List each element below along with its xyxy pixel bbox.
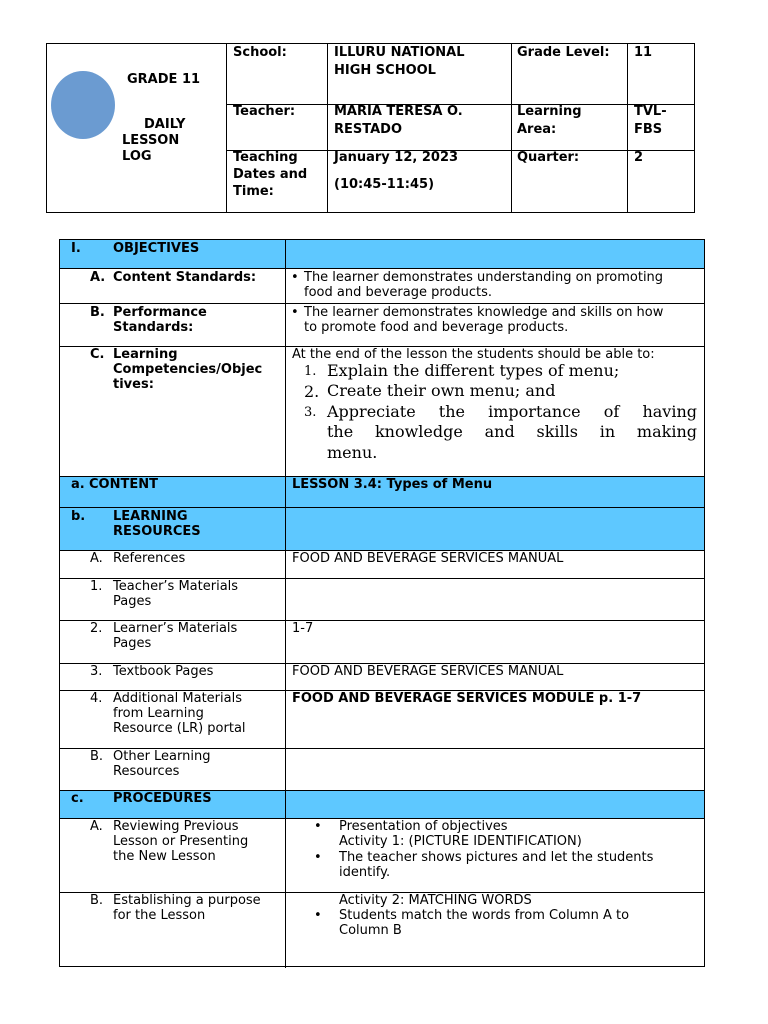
item-number: 3. [90, 664, 103, 679]
quarter-label: Quarter: [517, 150, 580, 165]
item-letter: C. [90, 347, 105, 362]
content-standards-label: Content Standards: [113, 270, 257, 285]
performance-standards-text-line1: The learner demonstrates knowledge and skills on how [304, 305, 664, 320]
reviewing-label-line3: the New Lesson [113, 849, 216, 864]
divider [627, 44, 628, 212]
reviewing-line2: Activity 1: (PICTURE IDENTIFICATION) [339, 834, 582, 849]
resources-header-row [60, 508, 704, 551]
content-row [60, 477, 704, 508]
item-letter: B. [90, 749, 104, 764]
references-value: FOOD AND BEVERAGE SERVICES MANUAL [292, 551, 564, 566]
reviewing-label-line1: Reviewing Previous [113, 819, 239, 834]
additional-label-line3: Resource (LR) portal [113, 721, 246, 736]
school-value-line2: HIGH SCHOOL [334, 63, 436, 78]
objectives-header-row [60, 240, 704, 269]
performance-standards-label-line2: Standards: [113, 320, 194, 335]
item-letter: B. [90, 305, 105, 320]
learners-materials-value: 1-7 [292, 621, 314, 636]
reviewing-line4: identify. [339, 865, 391, 880]
log-title-line1: DAILY [144, 117, 186, 132]
item-letter: A. [90, 551, 103, 566]
section-number: I. [71, 241, 81, 256]
teacher-value-line2: RESTADO [334, 122, 403, 137]
divider [327, 44, 328, 212]
objective-3-line1: Appreciate the importance of having [327, 402, 697, 421]
learners-materials-label-line1: Learner’s Materials [113, 621, 238, 636]
learning-area-value-line1: TVL- [634, 104, 667, 119]
learning-area-value-line2: FBS [634, 122, 663, 137]
school-label: School: [233, 45, 287, 60]
school-logo-circle [51, 71, 115, 139]
content-standards-text-line2: food and beverage products. [304, 285, 492, 300]
section-number: c. [71, 791, 84, 806]
date-value: January 12, 2023 [334, 150, 459, 165]
additional-label-line2: from Learning [113, 706, 204, 721]
objectives-title: OBJECTIVES [113, 241, 200, 256]
item-letter: B. [90, 893, 104, 908]
textbook-row [60, 664, 704, 691]
time-value: (10:45-11:45) [334, 177, 435, 192]
teachers-materials-row [60, 579, 704, 621]
teaching-label-line3: Time: [233, 184, 274, 199]
bullet: • [291, 305, 299, 320]
competencies-label-line2: Competencies/Objec [113, 362, 263, 377]
purpose-line2: Students match the words from Column A to [339, 908, 630, 923]
purpose-label-line2: for the Lesson [113, 908, 206, 923]
purpose-line3: Column B [339, 923, 402, 938]
learners-materials-row [60, 621, 704, 664]
header-table [46, 43, 695, 213]
school-value-line1: ILLURU NATIONAL [334, 45, 465, 60]
teaching-label-line1: Teaching [233, 150, 298, 165]
references-label: References [113, 551, 186, 566]
lesson-table [59, 239, 705, 967]
textbook-label: Textbook Pages [113, 664, 214, 679]
additional-label-line1: Additional Materials [113, 691, 242, 706]
bullet: • [314, 819, 322, 834]
grade-level-label: Grade Level: [517, 45, 610, 60]
procedures-title: PROCEDURES [113, 791, 212, 806]
purpose-row [60, 893, 704, 968]
purpose-label-line1: Establishing a purpose [113, 893, 261, 908]
competencies-label-line1: Learning [113, 347, 178, 362]
competencies-row [60, 347, 704, 477]
item-number: 1. [90, 579, 103, 594]
item-letter: A. [90, 819, 103, 834]
section-number: a. [71, 477, 85, 492]
bullet: • [314, 850, 322, 865]
teacher-label: Teacher: [233, 104, 296, 119]
divider [511, 44, 512, 212]
list-number: 3. [304, 405, 317, 420]
list-number: 2. [304, 382, 320, 401]
resources-title-line2: RESOURCES [113, 524, 201, 539]
content-value: LESSON 3.4: Types of Menu [292, 477, 493, 492]
performance-standards-row [60, 304, 704, 347]
learning-area-label-line1: Learning [517, 104, 582, 119]
additional-value: FOOD AND BEVERAGE SERVICES MODULE p. 1-7 [292, 691, 642, 706]
objective-3-line3: menu. [327, 443, 378, 462]
competencies-intro: At the end of the lesson the students should be able to: [292, 347, 655, 362]
teaching-label-line2: Dates and [233, 167, 308, 182]
other-label-line2: Resources [113, 764, 180, 779]
teachers-materials-label-line2: Pages [113, 594, 152, 609]
item-letter: A. [90, 270, 106, 285]
other-resources-row [60, 749, 704, 791]
objective-1: Explain the different types of menu; [327, 361, 620, 380]
quarter-value: 2 [634, 150, 644, 165]
reviewing-line3: The teacher shows pictures and let the students [339, 850, 654, 865]
purpose-line1: Activity 2: MATCHING WORDS [339, 893, 532, 908]
log-title-line2: LESSON [122, 133, 180, 148]
reviewing-row [60, 819, 704, 893]
learners-materials-label-line2: Pages [113, 636, 152, 651]
procedures-header-row [60, 791, 704, 819]
item-number: 2. [90, 621, 103, 636]
content-title: CONTENT [89, 477, 158, 492]
bullet: • [291, 270, 299, 285]
list-number: 1. [304, 364, 317, 379]
learning-area-label-line2: Area: [517, 122, 557, 137]
reviewing-label-line2: Lesson or Presenting [113, 834, 249, 849]
bullet: • [314, 908, 322, 923]
textbook-value: FOOD AND BEVERAGE SERVICES MANUAL [292, 664, 564, 679]
performance-standards-label-line1: Performance [113, 305, 207, 320]
other-label-line1: Other Learning [113, 749, 211, 764]
objective-3-line2: the knowledge and skills in making [327, 422, 697, 441]
competencies-label-line3: tives: [113, 377, 154, 392]
content-standards-row [60, 269, 704, 304]
log-title-line3: LOG [122, 149, 152, 164]
content-standards-text-line1: The learner demonstrates understanding on promoting [304, 270, 664, 285]
grade-level-value: 11 [634, 45, 653, 60]
section-number: b. [71, 509, 86, 524]
divider [226, 44, 227, 212]
teacher-value-line1: MARIA TERESA O. [334, 104, 463, 119]
additional-materials-row [60, 691, 704, 749]
performance-standards-text-line2: to promote food and beverage products. [304, 320, 569, 335]
resources-title-line1: LEARNING [113, 509, 188, 524]
grade-title: GRADE 11 [127, 72, 201, 87]
objective-2: Create their own menu; and [327, 381, 556, 400]
references-row [60, 551, 704, 579]
reviewing-line1: Presentation of objectives [339, 819, 508, 834]
item-number: 4. [90, 691, 103, 706]
teachers-materials-label-line1: Teacher’s Materials [113, 579, 239, 594]
